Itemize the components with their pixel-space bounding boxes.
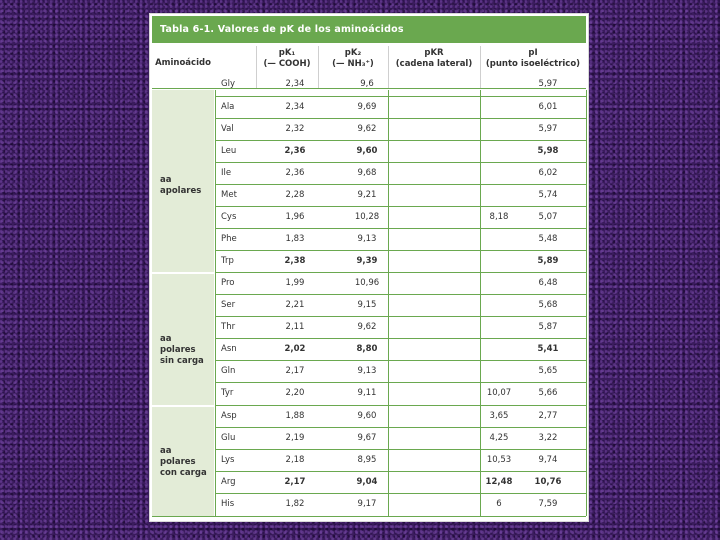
cell-pk2: 9,13 — [357, 234, 377, 244]
cell-pk1: 2,11 — [285, 322, 305, 332]
cell-aminoacid: Asn — [221, 344, 237, 354]
cell-pk1: 2,18 — [285, 455, 305, 465]
table-title: Tabla 6-1. Valores de pK de los aminoácidos — [152, 16, 586, 43]
cell-pk2: 10,28 — [354, 212, 380, 222]
cell-pk1: 2,21 — [285, 300, 305, 310]
header-pkr-group: (cadena lateral) — [395, 59, 473, 69]
table-row — [215, 471, 586, 493]
cell-pk2: 9,6 — [360, 79, 374, 89]
cell-pkr: 8,18 — [489, 212, 509, 222]
header-pk2-group: (— NH₃⁺) — [332, 59, 374, 69]
cell-aminoacid: Ser — [221, 300, 236, 310]
cell-pi: 9,74 — [538, 455, 558, 465]
cell-pk1: 2,32 — [285, 124, 305, 134]
cell-pk2: 8,95 — [357, 455, 377, 465]
cell-pk1: 1,82 — [285, 499, 305, 509]
cell-pi: 6,01 — [538, 102, 558, 112]
cell-pkr: 10,07 — [486, 388, 512, 398]
cell-aminoacid: Pro — [221, 278, 235, 288]
cell-pk2: 9,17 — [357, 499, 377, 509]
cell-pk1: 1,83 — [285, 234, 305, 244]
cell-pi: 5,98 — [537, 146, 559, 156]
cell-aminoacid: Ile — [221, 168, 232, 178]
group-separator — [152, 405, 214, 407]
cell-pk2: 9,39 — [356, 256, 378, 266]
table-row — [215, 250, 586, 272]
cell-pi: 5,89 — [537, 256, 559, 266]
cell-pk1: 2,02 — [284, 344, 306, 354]
cell-pi: 5,65 — [538, 366, 558, 376]
cell-pk1: 1,88 — [285, 411, 305, 421]
cell-aminoacid: Thr — [221, 322, 236, 332]
cell-pk2: 9,04 — [356, 477, 378, 487]
cell-pk2: 9,60 — [357, 411, 377, 421]
cell-pk2: 9,67 — [357, 433, 377, 443]
cell-pk2: 9,15 — [357, 300, 377, 310]
group-label-line: apolares — [160, 186, 202, 196]
cell-pk2: 9,13 — [357, 366, 377, 376]
table-row — [215, 272, 586, 294]
table-row — [215, 493, 586, 515]
cell-pkr: 3,65 — [489, 411, 509, 421]
table-row — [215, 162, 586, 184]
group-label-line: con carga — [160, 468, 207, 478]
cell-aminoacid: Cys — [221, 212, 237, 222]
cell-pi: 10,76 — [534, 477, 562, 487]
cell-pk1: 1,99 — [285, 278, 305, 288]
cell-pkr: 6 — [496, 499, 502, 509]
cell-pi: 5,97 — [538, 79, 558, 89]
cell-aminoacid: Phe — [221, 234, 237, 244]
cell-pi: 3,22 — [538, 433, 558, 443]
cell-pi: 5,68 — [538, 300, 558, 310]
group-label-line: polares — [160, 457, 196, 467]
cell-aminoacid: Arg — [221, 477, 236, 487]
cell-pk2: 10,96 — [354, 278, 380, 288]
cell-pk1: 2,19 — [285, 433, 305, 443]
cell-pi: 7,59 — [538, 499, 558, 509]
table-row — [215, 316, 586, 338]
cell-aminoacid: Asp — [221, 411, 237, 421]
header-pi-group: (punto isoeléctrico) — [485, 59, 581, 69]
table-row — [215, 427, 586, 449]
cell-pi: 5,41 — [537, 344, 559, 354]
cell-pk1: 2,17 — [284, 477, 306, 487]
cell-pkr: 12,48 — [485, 477, 513, 487]
cell-pk1: 2,36 — [284, 146, 306, 156]
table-row — [215, 96, 586, 118]
cell-aminoacid: Leu — [221, 146, 237, 156]
group-label-line: sin carga — [160, 356, 204, 366]
cell-aminoacid: Val — [221, 124, 234, 134]
table-row — [215, 449, 586, 471]
group-label-line: polares — [160, 345, 196, 355]
table-row — [215, 118, 586, 140]
cell-aminoacid: Tyr — [221, 388, 234, 398]
table-bottom-border — [152, 516, 586, 517]
cell-aminoacid: Lys — [221, 455, 235, 465]
cell-pkr: 10,53 — [486, 455, 512, 465]
cell-pi: 2,77 — [538, 411, 558, 421]
cell-pi: 6,02 — [538, 168, 558, 178]
cell-pk1: 2,36 — [285, 168, 305, 178]
table-row — [215, 228, 586, 250]
cell-aminoacid: Gly — [221, 79, 235, 89]
group-label-line: aa — [160, 446, 172, 456]
table-row — [215, 206, 586, 228]
cell-aminoacid: His — [221, 499, 235, 509]
cell-aminoacid: Gln — [221, 366, 236, 376]
cell-pk1: 2,34 — [285, 102, 305, 112]
cell-pk2: 9,11 — [357, 388, 377, 398]
group-label-apolares — [160, 175, 201, 197]
table-row — [215, 184, 586, 206]
cell-pk1: 1,96 — [285, 212, 305, 222]
cell-pk2: 9,68 — [357, 168, 377, 178]
cell-pk1: 2,20 — [285, 388, 305, 398]
cell-pi: 5,48 — [538, 234, 558, 244]
cell-pk2: 9,60 — [356, 146, 378, 156]
cell-pkr: 4,25 — [489, 433, 509, 443]
table-row — [215, 74, 586, 96]
table-row — [215, 360, 586, 382]
group-label-line: aa — [160, 334, 172, 344]
header-pkr-symbol: pKR — [424, 48, 444, 58]
header-pi-symbol: pI — [528, 48, 538, 58]
table-row — [215, 405, 586, 427]
cell-pk1: 2,28 — [285, 190, 305, 200]
table-row — [215, 294, 586, 316]
cell-aminoacid: Ala — [221, 102, 235, 112]
header-pk1-group: (— COOH) — [263, 59, 311, 69]
cell-pk1: 2,17 — [285, 366, 305, 376]
group-label-polares-con-carga — [160, 446, 207, 479]
header-pk2-symbol: pK₂ — [344, 48, 362, 58]
table-row — [215, 140, 586, 162]
cell-aminoacid: Trp — [221, 256, 234, 266]
cell-pi: 5,87 — [538, 322, 558, 332]
cell-pk2: 9,69 — [357, 102, 377, 112]
cell-pk2: 9,62 — [357, 322, 377, 332]
cell-pi: 6,48 — [538, 278, 558, 288]
cell-pk2: 9,21 — [357, 190, 377, 200]
header-pk1-symbol: pK₁ — [278, 48, 296, 58]
cell-pi: 5,97 — [538, 124, 558, 134]
cell-pi: 5,07 — [538, 212, 558, 222]
cell-pk2: 9,62 — [357, 124, 377, 134]
cell-pi: 5,66 — [538, 388, 558, 398]
table-row — [215, 338, 586, 360]
cell-aminoacid: Glu — [221, 433, 236, 443]
cell-pi: 5,74 — [538, 190, 558, 200]
group-separator — [152, 272, 214, 274]
cell-pk2: 8,80 — [356, 344, 378, 354]
group-label-polares-sin-carga — [160, 334, 204, 367]
column-line — [586, 90, 587, 516]
cell-pk1: 2,34 — [285, 79, 305, 89]
table-row — [215, 382, 586, 404]
group-label-line: aa — [160, 175, 172, 185]
cell-pk1: 2,38 — [284, 256, 306, 266]
header-aminoacid-label: Aminoácido — [155, 58, 211, 68]
cell-aminoacid: Met — [221, 190, 237, 200]
table-card — [150, 14, 588, 521]
